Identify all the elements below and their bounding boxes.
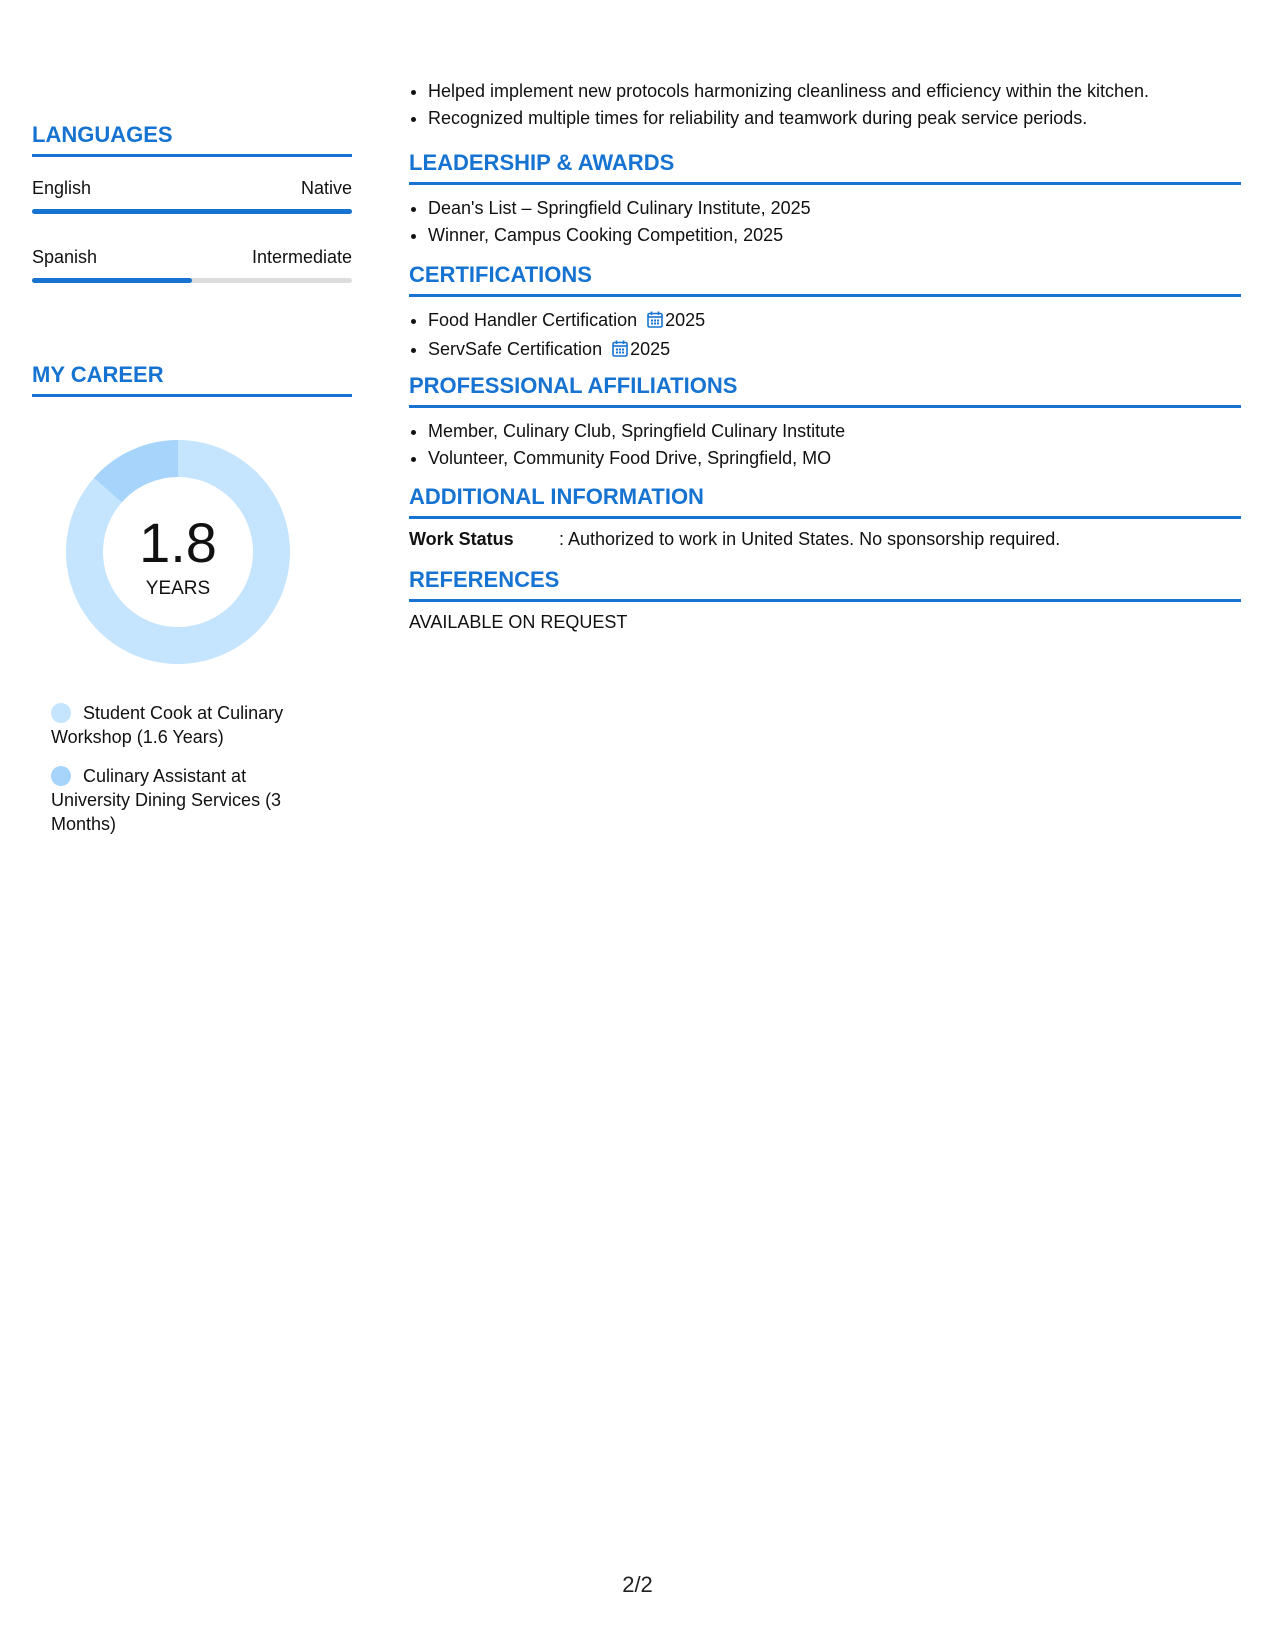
certification-item	[428, 307, 1241, 336]
language-name: Spanish	[32, 247, 98, 267]
language-level: Intermediate	[251, 247, 352, 267]
leadership-title: LEADERSHIP & AWARDS	[409, 150, 1241, 185]
work-status-value: : Authorized to work in United States. No sponsorship required.	[559, 529, 1061, 549]
experience-continuation	[409, 78, 1241, 132]
career-legend-item	[51, 701, 311, 749]
references-title: REFERENCES	[409, 567, 1241, 602]
calendar-icon	[647, 309, 663, 336]
list-item: • Member, Culinary Club, Springfield Culinary Institute	[428, 418, 1241, 445]
references-text: AVAILABLE ON REQUEST	[409, 612, 628, 632]
career-title: MY CAREER	[32, 362, 352, 397]
affiliations-section	[409, 373, 1241, 472]
career-legend-item	[51, 764, 311, 836]
list-item: • Helped implement new protocols harmonizing cleanliness and efficiency within the kitchen.	[428, 78, 1241, 105]
affiliations-title: PROFESSIONAL AFFILIATIONS	[409, 373, 1241, 408]
work-status-row	[409, 529, 1241, 550]
certification-name: ServSafe Certification	[428, 339, 603, 359]
career-total-unit: YEARS	[145, 578, 211, 599]
career-donut-chart	[66, 440, 290, 664]
leadership-section	[409, 150, 1241, 249]
work-status-label: Work Status	[409, 529, 514, 549]
certification-item	[428, 336, 1241, 365]
legend-label: Student Cook at Culinary Workshop (1.6 Years)	[51, 703, 284, 747]
calendar-icon	[612, 338, 628, 365]
certifications-section	[409, 262, 1241, 365]
certification-year: 2025	[665, 310, 706, 330]
language-name: English	[32, 178, 92, 198]
page-number: 2/2	[622, 1572, 653, 1597]
list-item: • Volunteer, Community Food Drive, Springfield, MO	[428, 445, 1241, 472]
language-proficiency-fill	[32, 278, 192, 283]
list-item: • Dean's List – Springfield Culinary Institute, 2025	[428, 195, 1241, 222]
list-item: • Winner, Campus Cooking Competition, 2025	[428, 222, 1241, 249]
legend-dot	[51, 703, 71, 723]
language-proficiency-bar	[32, 209, 352, 214]
language-level: Native	[300, 178, 352, 198]
legend-label: Culinary Assistant at University Dining Services (3 Months)	[51, 766, 282, 834]
certification-name: Food Handler Certification	[428, 310, 638, 330]
additional-info-title: ADDITIONAL INFORMATION	[409, 484, 1241, 519]
language-proficiency-bar	[32, 278, 352, 283]
certifications-title: CERTIFICATIONS	[409, 262, 1241, 297]
legend-dot	[51, 766, 71, 786]
list-item: • Recognized multiple times for reliability and teamwork during peak service periods.	[428, 105, 1241, 132]
career-total-value: 1.8	[139, 511, 217, 574]
additional-info-section	[409, 484, 1241, 550]
language-proficiency-fill	[32, 209, 352, 214]
references-section	[409, 567, 1241, 633]
languages-title: LANGUAGES	[32, 122, 352, 157]
certification-year: 2025	[630, 339, 671, 359]
